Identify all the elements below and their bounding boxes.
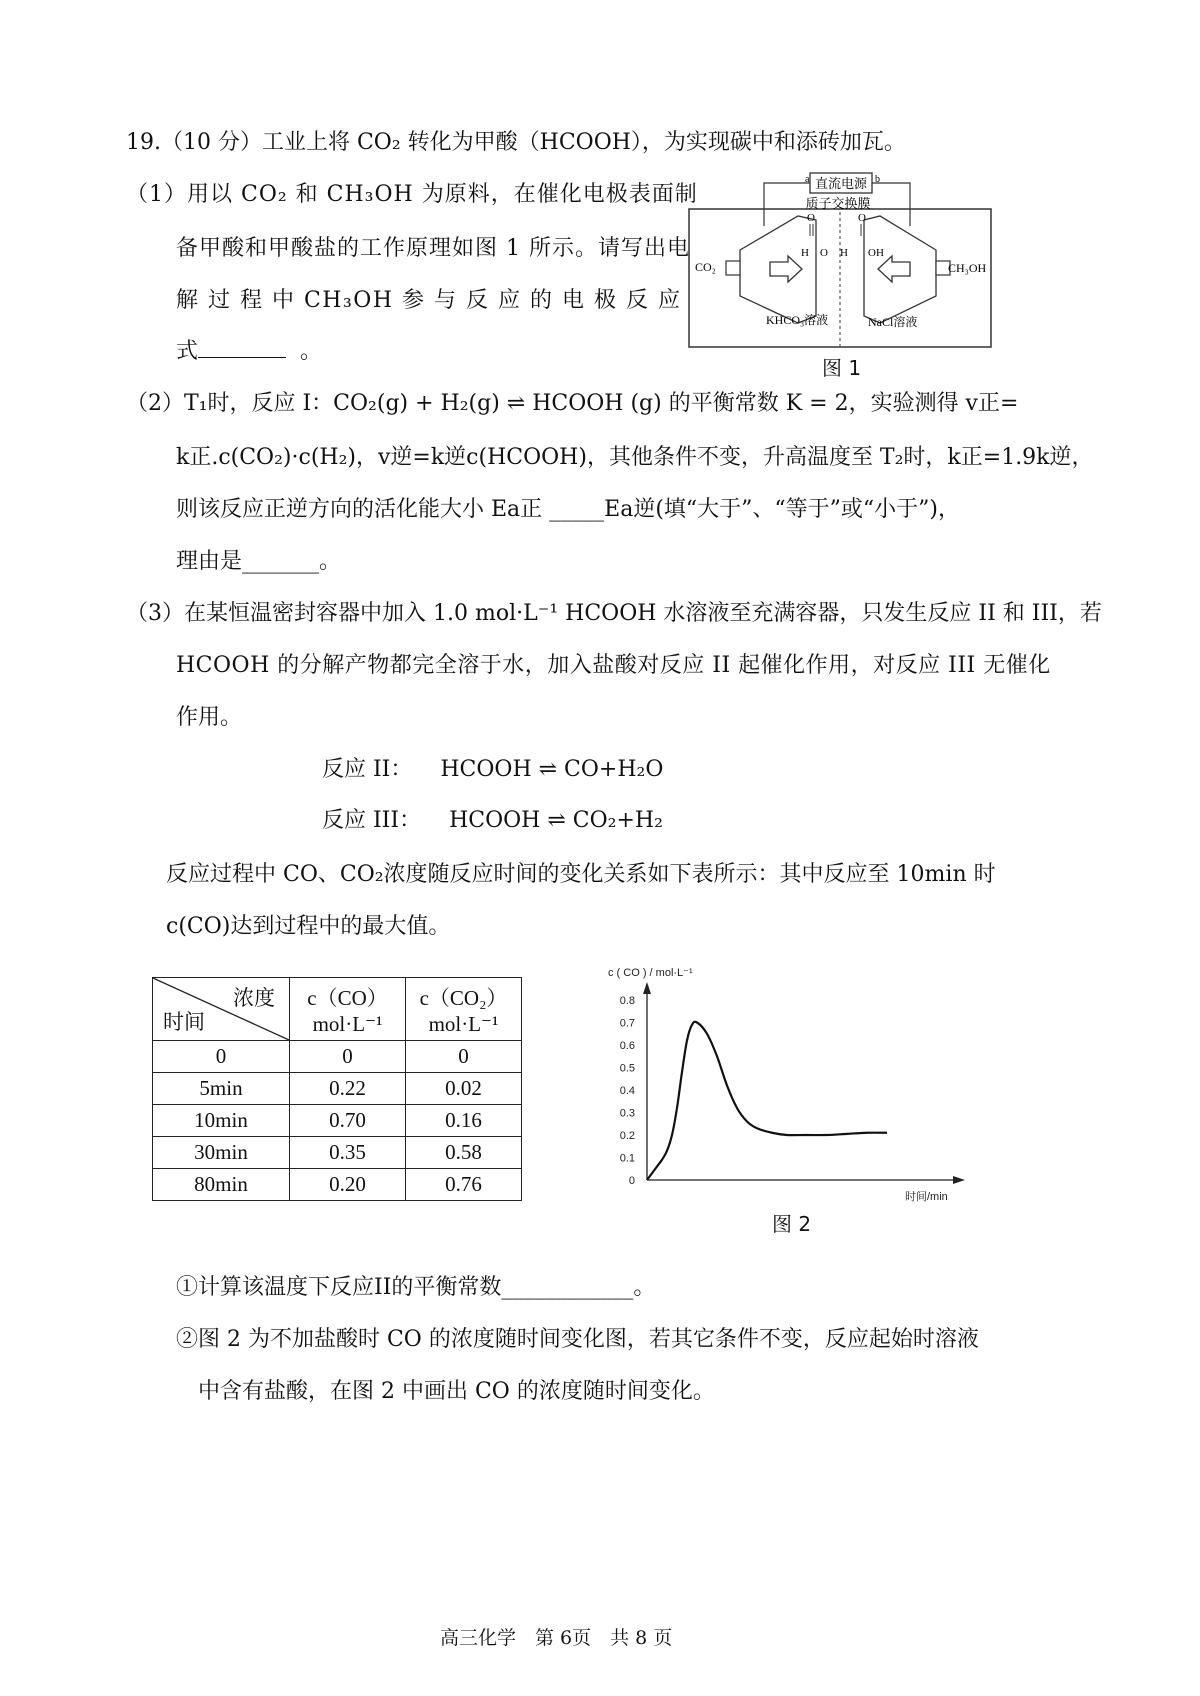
y-tick-label: 0.3 bbox=[619, 1107, 635, 1120]
part2-line2: k正.c(CO₂)·c(H₂)，v逆=k逆c(HCOOH)，其他条件不变，升高温度至 T₂时，k正=1.9k逆， bbox=[176, 445, 1094, 470]
svg-text:O: O bbox=[807, 212, 815, 224]
part1-line3: 解 过 程 中 CH₃OH 参 与 反 应 的 电 极 反 应 bbox=[176, 288, 682, 313]
right-solution-label: NaCl溶液 bbox=[868, 315, 918, 329]
table-corner-top: 浓度 bbox=[233, 986, 275, 1010]
svg-text:H: H bbox=[840, 247, 848, 259]
part3-line2: HCOOH 的分解产物都完全溶于水，加入盐酸对反应 II 起催化作用，对反应 III 无催化 bbox=[176, 653, 1051, 678]
part3-line1: （3）在某恒温密封容器中加入 1.0 mol·L⁻¹ HCOOH 水溶液至充满容器，只发生反应 II 和 III，若 bbox=[126, 601, 1102, 626]
y-tick-label: 0.6 bbox=[619, 1040, 635, 1052]
reaction3-label: 反应 III： bbox=[322, 808, 422, 833]
table-header-co2: c（CO₂） mol·L⁻¹ bbox=[406, 978, 522, 1041]
x-axis-label: 时间/min bbox=[905, 1191, 948, 1203]
part1-line2: 备甲酸和甲酸盐的工作原理如图 1 所示。请写出电 bbox=[176, 236, 690, 261]
table-corner-cell bbox=[153, 978, 290, 1041]
part1-line4-suffix: 。 bbox=[300, 339, 323, 364]
part1-line4-prefix: 式 bbox=[176, 339, 199, 364]
part3-desc2: c(CO)达到过程中的最大值。 bbox=[166, 914, 451, 939]
figure1-electrolysis-diagram bbox=[688, 168, 993, 350]
question-title: 19.（10 分）工业上将 CO₂ 转化为甲酸（HCOOH），为实现碳中和添砖加瓦。 bbox=[126, 130, 906, 155]
part2-line4: 理由是_______。 bbox=[176, 549, 342, 574]
y-tick-label: 0.1 bbox=[619, 1152, 635, 1165]
reaction2-label: 反应 II： bbox=[322, 757, 413, 782]
x-axis-arrow bbox=[953, 1176, 965, 1184]
y-tick-label: 0.4 bbox=[619, 1085, 635, 1097]
svg-text:OH: OH bbox=[868, 247, 884, 259]
answer-blank[interactable] bbox=[198, 339, 286, 358]
table-row: 30min 0.35 0.58 bbox=[153, 1137, 522, 1169]
y-axis-arrow bbox=[643, 982, 651, 994]
reaction2-equation: HCOOH ⇌ CO+H₂O bbox=[440, 757, 664, 782]
reaction3-equation: HCOOH ⇌ CO₂+H₂ bbox=[449, 808, 663, 833]
page-footer: 高三化学 第 6页 共 8 页 bbox=[440, 1627, 673, 1649]
table-row: 0 0 0 bbox=[153, 1041, 522, 1073]
y-tick-label: 0 bbox=[628, 1175, 635, 1187]
table-header-co: c（CO） mol·L⁻¹ bbox=[290, 978, 406, 1041]
part1-line1: （1）用以 CO₂ 和 CH₃OH 为原料，在催化电极表面制 bbox=[126, 182, 698, 207]
reaction3 bbox=[322, 803, 663, 834]
terminal-b: b bbox=[875, 174, 880, 185]
y-axis-label: c ( CO ) / mol·L⁻¹ bbox=[608, 967, 693, 979]
right-input-label: CH₃OH bbox=[948, 261, 987, 275]
subquestion-2-line2: 中含有盐酸，在图 2 中画出 CO 的浓度随时间变化。 bbox=[198, 1379, 715, 1404]
part3-desc1: 反应过程中 CO、CO₂浓度随反应时间的变化关系如下表所示：其中反应至 10min 时 bbox=[166, 862, 996, 887]
table-row: 5min 0.22 0.02 bbox=[153, 1073, 522, 1105]
subquestion-1: ①计算该温度下反应II的平衡常数____________。 bbox=[176, 1275, 656, 1300]
y-tick-label: 0.2 bbox=[619, 1130, 635, 1142]
part1-line4 bbox=[176, 334, 322, 365]
figure2-co-concentration-chart bbox=[600, 960, 970, 1210]
reaction2 bbox=[322, 752, 663, 783]
left-input-label: CO₂ bbox=[695, 260, 716, 274]
table-row: 10min 0.70 0.16 bbox=[153, 1105, 522, 1137]
part2-line1: （2）T₁时，反应 I：CO₂(g) + H₂(g) ⇌ HCOOH (g) 的平衡常数 K = 2，实验测得 v正= bbox=[126, 391, 1019, 416]
svg-text:H: H bbox=[801, 247, 809, 259]
membrane-label: 质子交换膜 bbox=[805, 196, 871, 211]
y-tick-label: 0.5 bbox=[619, 1062, 635, 1075]
series-line-co bbox=[647, 1022, 887, 1180]
concentration-table bbox=[152, 977, 522, 1201]
svg-text:O: O bbox=[820, 247, 828, 259]
left-solution-label: KHCO₃溶液 bbox=[766, 313, 829, 327]
power-label: 直流电源 bbox=[814, 176, 868, 191]
y-tick-label: 0.7 bbox=[619, 1017, 635, 1030]
part2-line3: 则该反应正逆方向的活化能大小 Ea正 _____Ea逆(填“大于”、“等于”或“小于”)， bbox=[176, 497, 960, 522]
part3-line3: 作用。 bbox=[176, 705, 243, 730]
figure2-caption: 图 2 bbox=[772, 1212, 812, 1236]
y-tick-label: 0.8 bbox=[619, 995, 635, 1007]
svg-text:O: O bbox=[858, 212, 866, 224]
figure1-caption: 图 1 bbox=[822, 356, 862, 380]
subquestion-2-line1: ②图 2 为不加盐酸时 CO 的浓度随时间变化图，若其它条件不变，反应起始时溶液 bbox=[176, 1327, 979, 1352]
table-corner-bottom: 时间 bbox=[163, 1010, 205, 1034]
table-row: 80min 0.20 0.76 bbox=[153, 1169, 522, 1201]
terminal-a: a bbox=[805, 174, 810, 185]
